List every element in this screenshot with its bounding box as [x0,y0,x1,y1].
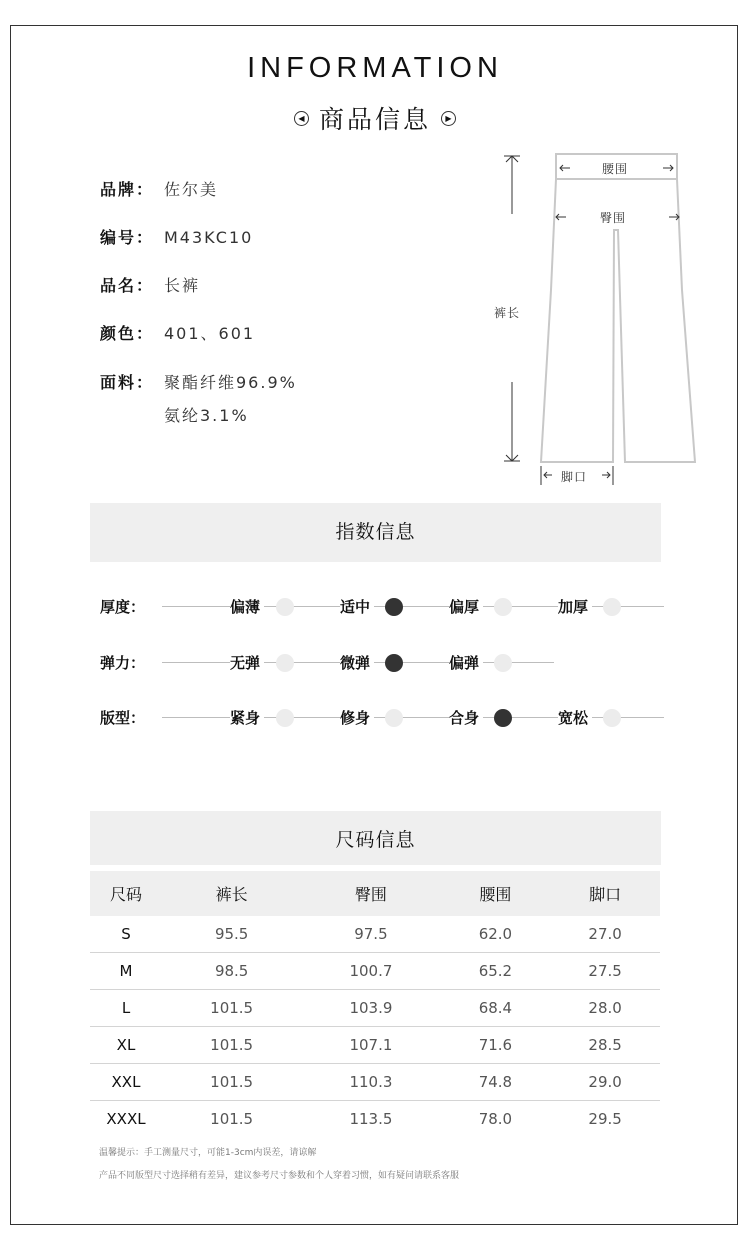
table-row [90,1064,660,1101]
thickness-label: 厚度： [100,598,146,616]
table-cell: 101.5 [162,990,301,1027]
table-cell: 98.5 [162,953,301,990]
option-label: 偏薄 [230,595,264,619]
table-cell: 101.5 [210,1110,254,1128]
option-dot-selected[interactable] [385,654,403,672]
option-dot[interactable] [276,598,294,616]
option-label: 适中 [340,595,374,619]
option-label: 无弹 [230,651,264,675]
option-dot[interactable] [603,598,621,616]
table-cell: 74.8 [441,1064,551,1101]
title-cn: 商品信息 [318,105,431,134]
size-table-header [90,871,660,916]
code-value: M43KC10 [164,228,254,247]
index-title: 指数信息 [90,503,661,562]
info-brand [100,177,218,200]
info-fabric [100,370,297,393]
table-cell: M [90,953,162,990]
option-label: 宽松 [558,706,592,730]
color-key: 颜色： [100,324,155,343]
color-value: 401、601 [164,324,256,343]
table-row [90,990,660,1027]
title-en: INFORMATION [247,52,503,84]
option-dot-selected[interactable] [494,709,512,727]
option-label: 微弹 [340,651,374,675]
info-code [100,225,253,248]
option-dot[interactable] [494,654,512,672]
header-cell: 脚口 [550,871,660,916]
name-value: 长裤 [164,276,201,295]
option-dot[interactable] [276,654,294,672]
table-row [90,1101,660,1138]
table-cell: 65.2 [441,953,551,990]
arrow-left-icon: ◀ [294,111,309,126]
option-label: 修身 [340,706,374,730]
note-line-1: 温馨提示：手工测量尺寸，可能1-3cm内误差，请谅解 [99,1148,317,1158]
length-label: 裤长 [494,306,521,320]
brand-value: 佐尔美 [164,180,219,199]
pants-outline-icon [490,150,710,490]
table-cell: 101.5 [162,1027,301,1064]
table-cell: XL [90,1027,162,1064]
waist-label: 腰围 [602,162,629,176]
header-cell: 裤长 [162,871,301,916]
hip-label: 臀围 [600,211,627,225]
table-cell: XXXL [106,1110,146,1128]
option-label: 偏弹 [449,651,483,675]
table-cell: 27.0 [550,916,660,953]
option-label: 紧身 [230,706,264,730]
table-cell: 95.5 [162,916,301,953]
table-cell: 28.0 [550,990,660,1027]
header-cell: 臀围 [301,871,440,916]
table-cell: 110.3 [301,1064,440,1101]
table-cell: 107.1 [301,1027,440,1064]
table-cell: 113.5 [349,1110,393,1128]
table-cell: 28.5 [550,1027,660,1064]
table-cell: 97.5 [301,916,440,953]
table-cell: 101.5 [162,1064,301,1101]
table-cell: XXL [90,1064,162,1101]
size-title: 尺码信息 [90,811,661,865]
brand-key: 品牌： [100,180,155,199]
table-cell: 78.0 [478,1110,513,1128]
table-cell: 103.9 [301,990,440,1027]
table-cell: 29.5 [588,1110,622,1128]
option-dot[interactable] [276,709,294,727]
fabric-value-1: 聚酯纤维96.9% [164,373,297,392]
fit-row [100,706,665,730]
option-label: 偏厚 [449,595,483,619]
table-cell: S [90,916,162,953]
table-row [90,953,660,990]
size-table [90,871,660,1137]
table-cell: 100.7 [301,953,440,990]
table-cell: 29.0 [550,1064,660,1101]
option-dot[interactable] [494,598,512,616]
option-dot[interactable] [385,709,403,727]
thickness-row [100,595,665,619]
table-cell: 68.4 [441,990,551,1027]
hem-label: 脚口 [561,470,588,484]
elasticity-label: 弹力： [100,654,146,672]
header-cell: 尺码 [90,871,162,916]
arrow-right-icon: ▶ [441,111,456,126]
table-row [90,1027,660,1064]
table-row [90,916,660,953]
info-name [100,273,200,296]
header-cell: 腰围 [441,871,551,916]
fabric-key: 面料： [100,373,155,392]
code-key: 编号： [100,228,155,247]
table-cell: 62.0 [441,916,551,953]
note-line-2: 产品不同版型尺寸选择稍有差异，建议参考尺寸参数和个人穿着习惯，如有疑问请联系客服 [99,1171,460,1181]
table-cell: 71.6 [441,1027,551,1064]
name-key: 品名： [100,276,155,295]
elasticity-row [100,651,665,675]
table-cell: L [90,990,162,1027]
pants-diagram [490,150,710,490]
fit-label: 版型： [100,709,146,727]
option-dot[interactable] [603,709,621,727]
table-cell: 27.5 [550,953,660,990]
title-cn-row [0,100,750,136]
fabric-value-2: 氨纶3.1% [164,406,249,425]
option-dot-selected[interactable] [385,598,403,616]
option-label: 加厚 [558,595,592,619]
option-label: 合身 [449,706,483,730]
info-color [100,321,255,344]
